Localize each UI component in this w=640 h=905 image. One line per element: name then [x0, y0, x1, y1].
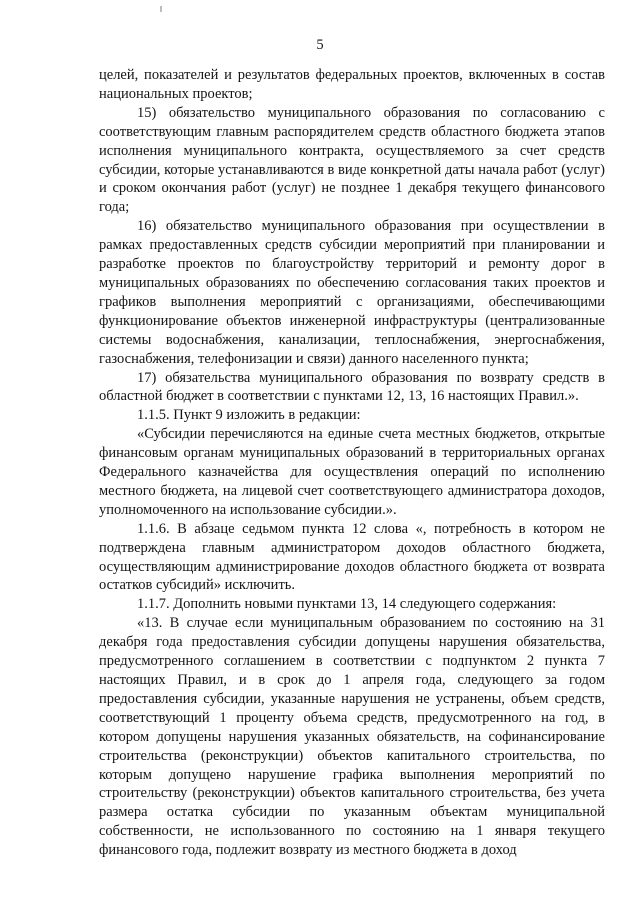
scan-artifact [160, 6, 162, 12]
document-body [99, 66, 605, 860]
paragraph-item-13: «13. В случае если муниципальным образованием по состоянию на 31 декабря года предоставления субсидии допущены нарушения обязательства, предусмотренного соглашением в соответствии с подпунктом 2 пункта 7 настоящих Правил, и в срок до 1 апреля года, следующего за годом предоставления субсидии, указанные нарушения не устранены, объем средств, соответствующий 1 проценту объема средств, предусмотренного на год, в котором допущены нарушения указанных обязательств, на софинансирование строительства (реконструкции) объектов капитального строительства, по которым допущено нарушение графика выполнения мероприятий по строительству (реконструкции) объектов капитального строительства, без учета размера остатка субсидии по указанным объектам муниципальной собственности, не использованного по состоянию на 1 января текущего финансового года, подлежит возврату из местного бюджета в доход [99, 615, 605, 859]
paragraph-continuation: целей, показателей и результатов федеральных проектов, включенных в состав национальных проектов; [99, 67, 605, 102]
page-number: 5 [316, 37, 324, 53]
paragraph-item-17: 17) обязательства муниципального образования по возврату средств в областной бюджет в соответствии с пунктами 12, 13, 16 настоящих Правил.». [99, 369, 605, 405]
paragraph-subsidy-transfer: «Субсидии перечисляются на единые счета местных бюджетов, открытые финансовым органам муниципальных образований в территориальных органах Федерального казначейства для осуществления операций по исполнению местного бюджета, на лицевой счет соответствующего администратора доходов, уполномоченного на использование субсидии.». [99, 426, 605, 518]
paragraph-1-1-6: 1.1.6. В абзаце седьмом пункта 12 слова «, потребность в котором не подтверждена главным администратором доходов областного бюджета, осуществляющим администрирование доходов областного бюджета от возврата остатков субсидий» исключить. [99, 520, 605, 594]
paragraph-1-1-7: 1.1.7. Дополнить новыми пунктами 13, 14 следующего содержания: [137, 596, 557, 613]
paragraph-item-16: 16) обязательство муниципального образования при осуществлении в рамках предоставленных средств субсидии мероприятий при планировании и разработке проектов по благоустройству территорий и ремонту дорог в муниципальных образованиях по обеспечению согласования таких проектов и графиков выполнения мероприятий с организациями, обеспечивающими функционирование объектов инженерной инфраструктуры (централизованные системы водоснабжения, канализации, теплоснабжения, энергоснабжения, газоснабжения, телефонизации и связи) данного населенного пункта; [99, 218, 605, 367]
paragraph-1-1-5: 1.1.5. Пункт 9 изложить в редакции: [137, 407, 361, 424]
paragraph-item-15: 15) обязательство муниципального образования по согласованию с соответствующим главным распорядителем средств областного бюджета этапов исполнения муниципального контракта, осуществляемого за счет средств субсидии, которые устанавливаются в виде конкретной даты начала работ (услуг) и сроком окончания работ (услуг) не позднее 1 декабря текущего финансового года; [99, 104, 605, 216]
